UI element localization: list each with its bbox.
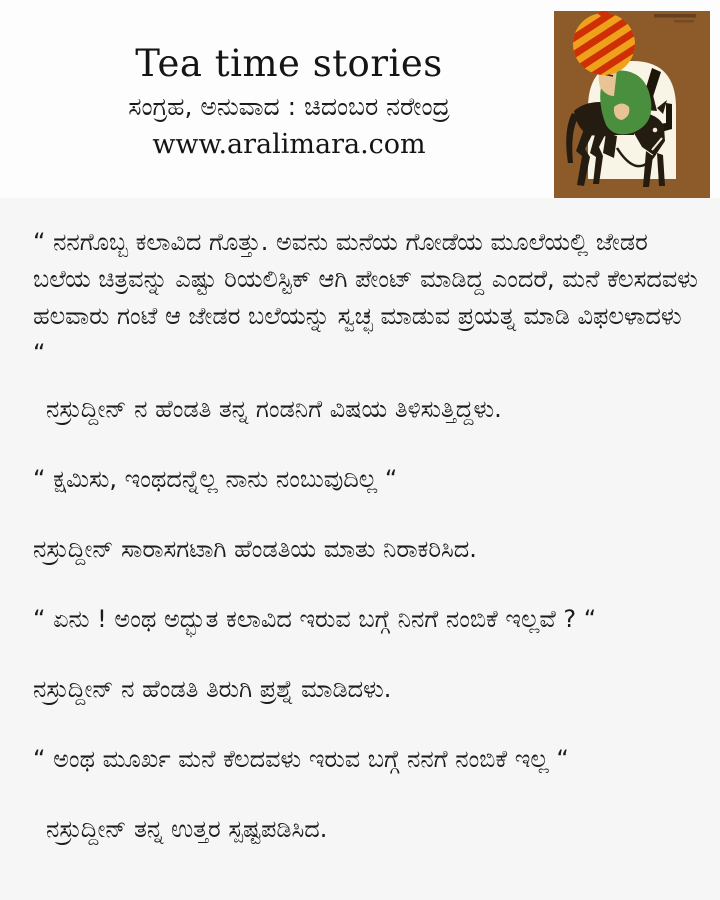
story-paragraph-narration-2: ನಸ್ರುದ್ದೀನ್ ಸಾರಾಸಗಟಾಗಿ ಹೆಂಡತಿಯ ಮಾತು ನಿರಾಕರಿಸಿದ.: [33, 535, 477, 563]
story-paragraph-quote-4: “ ಅಂಥ ಮೂರ್ಖ ಮನೆ ಕೆಲದವಳು ಇರುವ ಬಗ್ಗೆ ನನಗೆ ನಂಬಿಕೆ ಇಲ್ಲ “: [33, 745, 569, 773]
story-paragraph-quote-2: “ ಕ್ಷಮಿಸು, ಇಂಥದನ್ನೆಲ್ಲ ನಾನು ನಂಬುವುದಿಲ್ಲ “: [33, 465, 398, 493]
page-header: [0, 0, 578, 160]
story-paragraph-narration-3: ನಸ್ರುದ್ದೀನ್ ನ ಹೆಂಡತಿ ತಿರುಗಿ ಪ್ರಶ್ನೆ ಮಾಡಿದಳು.: [33, 675, 392, 703]
nasruddin-illustration: [554, 11, 710, 198]
story-paragraph-narration-1: ನಸ್ರುದ್ದೀನ್ ನ ಹೆಂಡತಿ ತನ್ನ ಗಂಡನಿಗೆ ವಿಷಯ ತಿಳಿಸುತ್ತಿದ್ದಳು.: [46, 395, 502, 423]
story-paragraph-narration-4: ನಸ್ರುದ್ದೀನ್ ತನ್ನ ಉತ್ತರ ಸ್ಪಷ್ಟಪಡಿಸಿದ.: [46, 815, 328, 843]
story-paragraph-quote-1: “ ನನಗೊಬ್ಬ ಕಲಾವಿದ ಗೊತ್ತು. ಅವನು ಮನೆಯ ಗೋಡೆಯ ಮೂಲೆಯಲ್ಲಿ ಜೇಡರ ಬಲೆಯ ಚಿತ್ರವನ್ನು ಎಷ್ಟು ರಿಯಲಿಸ್ಟಿಕ್ ಆಗಿ ಪೇಂಟ್ ಮಾಡಿದ್ದ ಎಂದರೆ, ಮನೆ ಕೆಲಸದವಳು ಹಲವಾರು ಗಂಟೆ ಆ ಜೇಡರ ಬಲೆಯನ್ನು ಸ್ವಚ್ಛ ಮಾಡುವ ಪ್ರಯತ್ನ ಮಾಡಿ ವಿಫಲಳಾದಳು “: [33, 228, 698, 367]
story-body: [0, 198, 720, 900]
donkey-eye: [653, 128, 658, 133]
website-url: www.aralimara.com: [152, 128, 426, 160]
compiler-translator-credit: ಸಂಗ್ರಹ, ಅನುವಾದ : ಚಿದಂಬರ ನರೇಂದ್ರ: [128, 91, 450, 121]
page-title: Tea time stories: [135, 42, 443, 85]
story-paragraph-quote-3: “ ಏನು ! ಅಂಥ ಅದ್ಭುತ ಕಲಾವಿದ ಇರುವ ಬಗ್ಗೆ ನಿನಗೆ ನಂಬಿಕೆ ಇಲ್ಲವೆ ? “: [33, 605, 597, 633]
